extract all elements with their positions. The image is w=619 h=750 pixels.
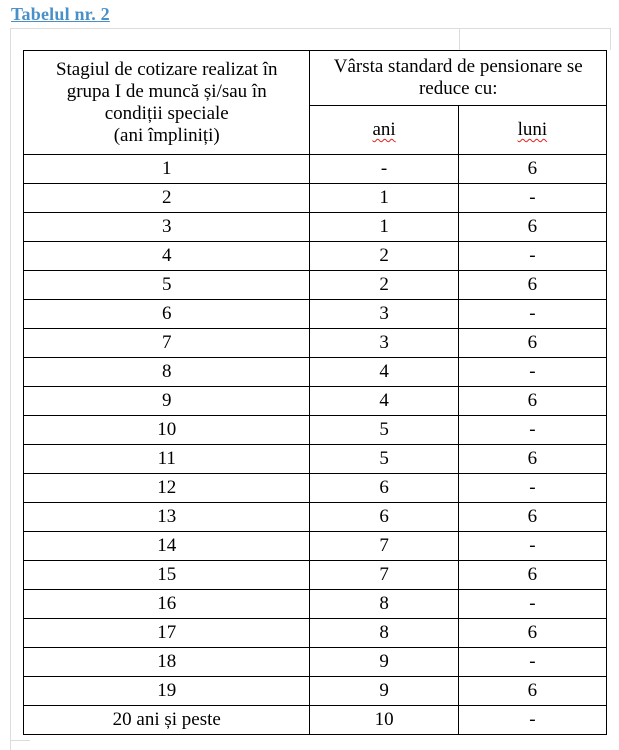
sheet-gridline (610, 28, 611, 50)
table-row (24, 184, 607, 213)
table-row (24, 561, 607, 590)
cell-contribution-years: 5 (24, 271, 310, 300)
cell-reduction-years: 9 (310, 648, 458, 677)
cell-reduction-years: 4 (310, 387, 458, 416)
table-row (24, 358, 607, 387)
table-row (24, 300, 607, 329)
cell-contribution-years: 15 (24, 561, 310, 590)
cell-reduction-months: 6 (458, 445, 606, 474)
cell-reduction-years: 6 (310, 474, 458, 503)
cell-reduction-years: 3 (310, 329, 458, 358)
cell-contribution-years: 16 (24, 590, 310, 619)
cell-reduction-months: - (458, 416, 606, 445)
header-line: (ani împliniți) (113, 124, 220, 146)
cell-contribution-years: 10 (24, 416, 310, 445)
cell-contribution-years: 13 (24, 503, 310, 532)
cell-contribution-years: 9 (24, 387, 310, 416)
table-row (24, 242, 607, 271)
cell-reduction-months: 6 (458, 155, 606, 184)
table-row (24, 474, 607, 503)
header-line: Stagiul de cotizare realizat în (55, 58, 278, 80)
table-row (24, 648, 607, 677)
cell-reduction-months: - (458, 532, 606, 561)
cell-reduction-months: 6 (458, 271, 606, 300)
cell-reduction-months: - (458, 184, 606, 213)
cell-contribution-years: 17 (24, 619, 310, 648)
cell-contribution-years: 11 (24, 445, 310, 474)
table-row (24, 155, 607, 184)
cell-reduction-months: 6 (458, 329, 606, 358)
cell-reduction-years: 5 (310, 445, 458, 474)
header-age-reduction (310, 51, 607, 106)
cell-contribution-years: 12 (24, 474, 310, 503)
table-row (24, 329, 607, 358)
cell-reduction-years: 3 (310, 300, 458, 329)
table-row (24, 387, 607, 416)
table-row (24, 532, 607, 561)
cell-reduction-years: 7 (310, 561, 458, 590)
sheet-gridline (10, 28, 611, 29)
cell-reduction-years: 10 (310, 706, 458, 735)
cell-reduction-months: 6 (458, 387, 606, 416)
cell-reduction-years: - (310, 155, 458, 184)
table-row (24, 590, 607, 619)
header-years: ani (310, 106, 458, 155)
table-row (24, 706, 607, 735)
cell-contribution-years: 19 (24, 677, 310, 706)
table-row (24, 677, 607, 706)
cell-reduction-months: 6 (458, 213, 606, 242)
cell-reduction-years: 8 (310, 619, 458, 648)
table-row (24, 619, 607, 648)
header-line: reduce cu: (418, 78, 498, 99)
table-row (24, 503, 607, 532)
cell-contribution-years: 4 (24, 242, 310, 271)
cell-reduction-months: - (458, 300, 606, 329)
sheet-gridline (10, 740, 30, 741)
cell-contribution-years: 6 (24, 300, 310, 329)
table-row (24, 271, 607, 300)
table-row (24, 445, 607, 474)
cell-reduction-years: 1 (310, 184, 458, 213)
cell-reduction-years: 5 (310, 416, 458, 445)
header-contribution-period (24, 51, 310, 155)
cell-reduction-months: - (458, 706, 606, 735)
cell-reduction-years: 1 (310, 213, 458, 242)
cell-reduction-months: 6 (458, 561, 606, 590)
cell-contribution-years: 8 (24, 358, 310, 387)
header-line: Vârsta standard de pensionare se (333, 56, 583, 77)
cell-reduction-years: 8 (310, 590, 458, 619)
cell-contribution-years: 18 (24, 648, 310, 677)
table-row (24, 416, 607, 445)
cell-reduction-months: - (458, 648, 606, 677)
cell-reduction-months: - (458, 242, 606, 271)
cell-contribution-years: 1 (24, 155, 310, 184)
cell-reduction-months: - (458, 590, 606, 619)
cell-contribution-years: 7 (24, 329, 310, 358)
cell-contribution-years: 14 (24, 532, 310, 561)
cell-reduction-years: 2 (310, 242, 458, 271)
table-row (24, 213, 607, 242)
cell-contribution-years: 20 ani și peste (24, 706, 310, 735)
sheet-gridline (10, 28, 11, 750)
cell-reduction-months: 6 (458, 503, 606, 532)
cell-contribution-years: 2 (24, 184, 310, 213)
pension-reduction-table (23, 50, 607, 735)
table-title[interactable]: Tabelul nr. 2 (11, 4, 110, 24)
cell-contribution-years: 3 (24, 213, 310, 242)
header-line: grupa I de muncă și/sau în (66, 80, 267, 102)
cell-reduction-months: - (458, 358, 606, 387)
cell-reduction-years: 6 (310, 503, 458, 532)
cell-reduction-months: 6 (458, 677, 606, 706)
cell-reduction-years: 4 (310, 358, 458, 387)
header-months: luni (458, 106, 606, 155)
sheet-gridline (459, 28, 460, 50)
cell-reduction-years: 7 (310, 532, 458, 561)
header-line: condiții speciale (104, 102, 229, 124)
cell-reduction-months: 6 (458, 619, 606, 648)
cell-reduction-years: 9 (310, 677, 458, 706)
cell-reduction-years: 2 (310, 271, 458, 300)
cell-reduction-months: - (458, 474, 606, 503)
